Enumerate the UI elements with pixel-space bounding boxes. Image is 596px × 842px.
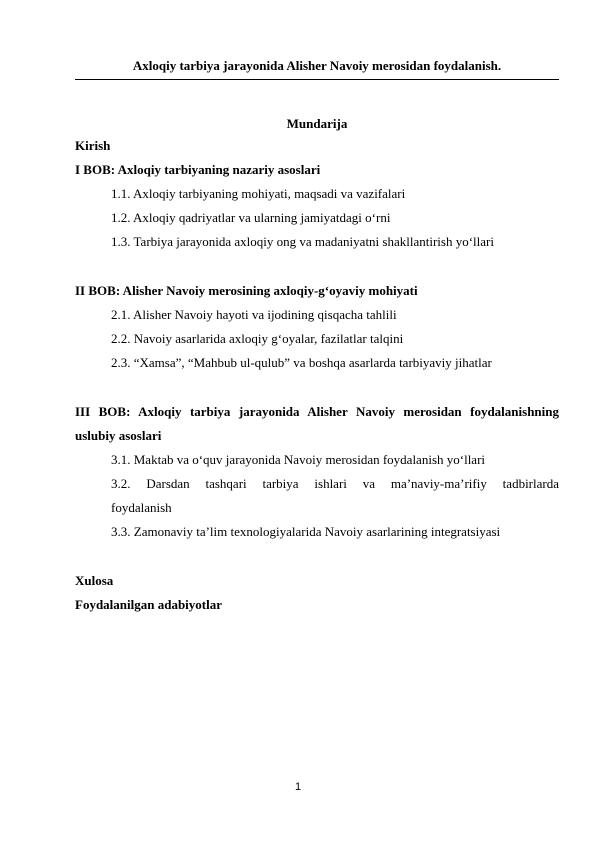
toc-chapter-3-title-line1: III BOB: Axloqiy tarbiya jarayonida Alisher Navoiy merosidan foydalanishning xyxy=(75,404,559,419)
toc-item-3-2: 3.2. Darsdan tashqari tarbiya ishlari va ma’naviy-ma’rifiy tadbirlarda xyxy=(111,476,559,491)
header-rule xyxy=(75,79,559,80)
toc-item-3-3: 3.3. Zamonaviy ta’lim texnologiyalarida Navoiy asarlarining integratsiyasi xyxy=(111,524,501,539)
toc-item-1-3: 1.3. Tarbiya jarayonida axloqiy ong va madaniyatni shakllantirish yo‘llari xyxy=(111,234,494,249)
toc-item-1-1: 1.1. Axloqiy tarbiyaning mohiyati, maqsadi va vazifalari xyxy=(111,186,406,201)
toc-chapter-2-title: II BOB: Alisher Navoiy merosining axloqiy-g‘oyaviy mohiyati xyxy=(75,283,418,298)
toc-entry-intro: Kirish xyxy=(75,138,111,153)
toc-entry-references: Foydalanilgan adabiyotlar xyxy=(75,597,222,612)
toc-item-1-2: 1.2. Axloqiy qadriyatlar va ularning jamiyatdagi o‘rni xyxy=(111,210,391,225)
page-number: 1 xyxy=(294,781,302,793)
toc-item-3-1: 3.1. Maktab va o‘quv jarayonida Navoiy merosidan foydalanish yo‘llari xyxy=(111,452,486,467)
toc-item-3-2-continued: foydalanish xyxy=(111,500,172,515)
toc-chapter-3-title-line2: uslubiy asoslari xyxy=(75,428,162,443)
toc-entry-conclusion: Xulosa xyxy=(75,573,114,588)
toc-title: Mundarija xyxy=(286,116,348,131)
running-header: Axloqiy tarbiya jarayonida Alisher Navoiy merosidan foydalanish. xyxy=(132,58,502,73)
toc-item-2-2: 2.2. Navoiy asarlarida axloqiy g‘oyalar, fazilatlar talqini xyxy=(111,331,404,346)
toc-item-2-3: 2.3. “Xamsa”, “Mahbub ul-qulub” va boshqa asarlarda tarbiyaviy jihatlar xyxy=(111,355,492,370)
toc-item-2-1: 2.1. Alisher Navoiy hayoti va ijodining qisqacha tahlili xyxy=(111,307,397,322)
toc-chapter-1-title: I BOB: Axloqiy tarbiyaning nazariy asoslari xyxy=(75,162,321,177)
